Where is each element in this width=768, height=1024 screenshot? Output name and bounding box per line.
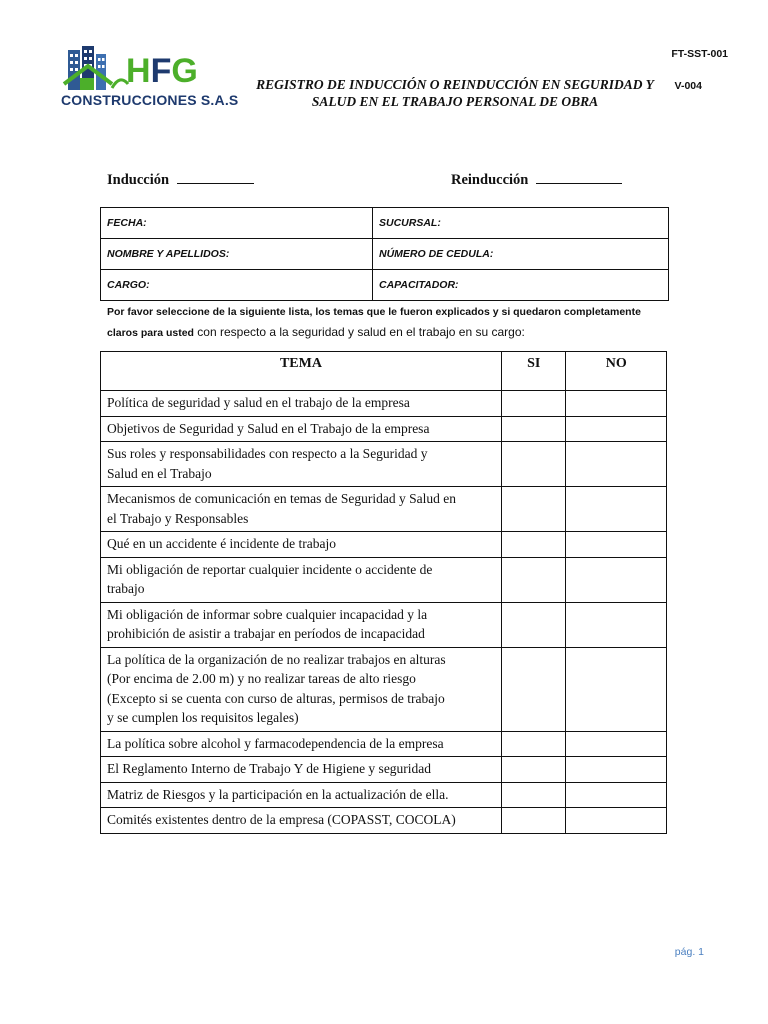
info-row [101, 239, 669, 270]
document-version: V-004 [674, 80, 702, 92]
topic-text [101, 731, 502, 757]
instructions-line-2 [107, 322, 701, 343]
no-checkbox-cell[interactable] [566, 602, 667, 647]
topic-text [101, 487, 502, 532]
si-checkbox-cell[interactable] [501, 647, 566, 731]
topic-text-line: Política de seguridad y salud en el trabajo de la empresa [107, 395, 410, 410]
topic-text-line: El Reglamento Interno de Trabajo Y de Higiene y seguridad [107, 761, 432, 776]
topic-text [101, 442, 502, 487]
si-checkbox-cell[interactable] [501, 808, 566, 834]
title-line-1: REGISTRO DE INDUCCIÓN O REINDUCCIÓN EN SEGURIDAD Y [256, 77, 654, 92]
si-checkbox-cell[interactable] [501, 487, 566, 532]
reinduccion-blank-line[interactable] [536, 182, 622, 184]
topic-text [101, 602, 502, 647]
topic-text-line: Objetivos de Seguridad y Salud en el Trabajo de la empresa [107, 420, 430, 436]
topic-text-line: Matriz de Riesgos y la participación en la actualización de ella. [107, 786, 449, 802]
topic-text-line: Comités existentes dentro de la empresa (COPASST, COCOLA) [107, 812, 456, 827]
topic-text-line: el Trabajo y Responsables [107, 510, 249, 526]
induccion-label: Inducción [107, 172, 170, 188]
topic-text-line: (Por encima de 2.00 m) y no realizar tareas de alto riesgo [107, 671, 416, 686]
induccion-field[interactable] [107, 172, 254, 189]
no-checkbox-cell[interactable] [566, 757, 667, 783]
si-checkbox-cell[interactable] [501, 757, 566, 783]
topic-text [101, 391, 502, 417]
topic-row [101, 731, 667, 757]
si-checkbox-cell[interactable] [501, 416, 566, 442]
topic-row [101, 557, 667, 602]
building-logo-icon [60, 44, 205, 94]
topic-text-line: Mi obligación de reportar cualquier incidente o accidente de [107, 561, 433, 577]
instructions-line-1: Por favor seleccione de la siguiente lista, los temas que le fueron explicados y si quedaron completamente [107, 306, 641, 318]
topic-row [101, 532, 667, 558]
cargo-field[interactable]: CARGO: [101, 270, 373, 301]
info-row [101, 270, 669, 301]
si-checkbox-cell[interactable] [501, 731, 566, 757]
induccion-blank-line[interactable] [177, 182, 254, 184]
topic-row [101, 416, 667, 442]
sucursal-field[interactable]: SUCURSAL: [373, 208, 669, 239]
svg-text:HFG: HFG [126, 52, 198, 90]
si-checkbox-cell[interactable] [501, 557, 566, 602]
topic-row [101, 391, 667, 417]
topic-text [101, 416, 502, 442]
topics-header-row [101, 352, 667, 391]
topic-text-line: Mi obligación de informar sobre cualquier incapacidad y la [107, 606, 428, 622]
si-checkbox-cell[interactable] [501, 442, 566, 487]
instructions-text [107, 302, 701, 343]
nombre-field[interactable]: NOMBRE Y APELLIDOS: [101, 239, 373, 270]
fecha-field[interactable]: FECHA: [101, 208, 373, 239]
title-line-2: SALUD EN EL TRABAJO PERSONAL DE OBRA [311, 94, 599, 109]
company-name: CONSTRUCCIONES S.A.S [61, 92, 239, 108]
no-checkbox-cell[interactable] [566, 487, 667, 532]
capacitador-field[interactable]: CAPACITADOR: [373, 270, 669, 301]
topics-body [101, 391, 667, 834]
topic-text-line: Sus roles y responsabilidades con respecto a la Seguridad y [107, 446, 428, 461]
reinduccion-field[interactable] [451, 172, 622, 189]
no-checkbox-cell[interactable] [566, 782, 667, 808]
topic-row [101, 602, 667, 647]
document-title [215, 76, 695, 110]
header-no: NO [566, 352, 667, 391]
page-number: pág. 1 [674, 946, 704, 958]
no-checkbox-cell[interactable] [566, 532, 667, 558]
si-checkbox-cell[interactable] [501, 391, 566, 417]
no-checkbox-cell[interactable] [566, 557, 667, 602]
topic-text [101, 557, 502, 602]
topic-text [101, 532, 502, 558]
topic-text-line: Salud en el Trabajo [107, 465, 212, 481]
no-checkbox-cell[interactable] [566, 416, 667, 442]
header-si: SI [501, 352, 566, 391]
topic-text-line: prohibición de asistir a trabajar en períodos de incapacidad [107, 626, 425, 641]
si-checkbox-cell[interactable] [501, 532, 566, 558]
si-checkbox-cell[interactable] [501, 602, 566, 647]
no-checkbox-cell[interactable] [566, 647, 667, 731]
instructions-line-2b: con respecto a la seguridad y salud en el trabajo en su cargo: [193, 325, 525, 339]
topic-row [101, 782, 667, 808]
header-tema: TEMA [101, 352, 502, 391]
topic-row [101, 757, 667, 783]
topic-row [101, 808, 667, 834]
document-code: FT-SST-001 [671, 48, 728, 60]
cedula-field[interactable]: NÚMERO DE CEDULA: [373, 239, 669, 270]
topic-text-line: Mecanismos de comunicación en temas de Seguridad y Salud en [107, 491, 457, 506]
topic-text-line: Qué en un accidente é incidente de trabajo [107, 536, 337, 551]
no-checkbox-cell[interactable] [566, 391, 667, 417]
topic-text-line: y se cumplen los requisitos legales) [107, 710, 299, 725]
topic-text-line: (Excepto si se cuenta con curso de alturas, permisos de trabajo [107, 690, 445, 706]
no-checkbox-cell[interactable] [566, 442, 667, 487]
topic-text [101, 782, 502, 808]
topic-row [101, 647, 667, 731]
no-checkbox-cell[interactable] [566, 808, 667, 834]
personal-info-table [100, 207, 669, 301]
topic-text-line: La política de la organización de no realizar trabajos en alturas [107, 651, 446, 667]
topic-row [101, 442, 667, 487]
topic-row [101, 487, 667, 532]
info-row [101, 208, 669, 239]
topic-text [101, 808, 502, 834]
topics-table [100, 351, 667, 834]
topic-text [101, 757, 502, 783]
reinduccion-label: Reinducción [451, 172, 529, 188]
topic-text-line: La política sobre alcohol y farmacodependencia de la empresa [107, 735, 444, 751]
no-checkbox-cell[interactable] [566, 731, 667, 757]
si-checkbox-cell[interactable] [501, 782, 566, 808]
topic-text-line: trabajo [107, 581, 145, 596]
instructions-line-2a: claros para usted [107, 327, 194, 339]
topic-text [101, 647, 502, 731]
